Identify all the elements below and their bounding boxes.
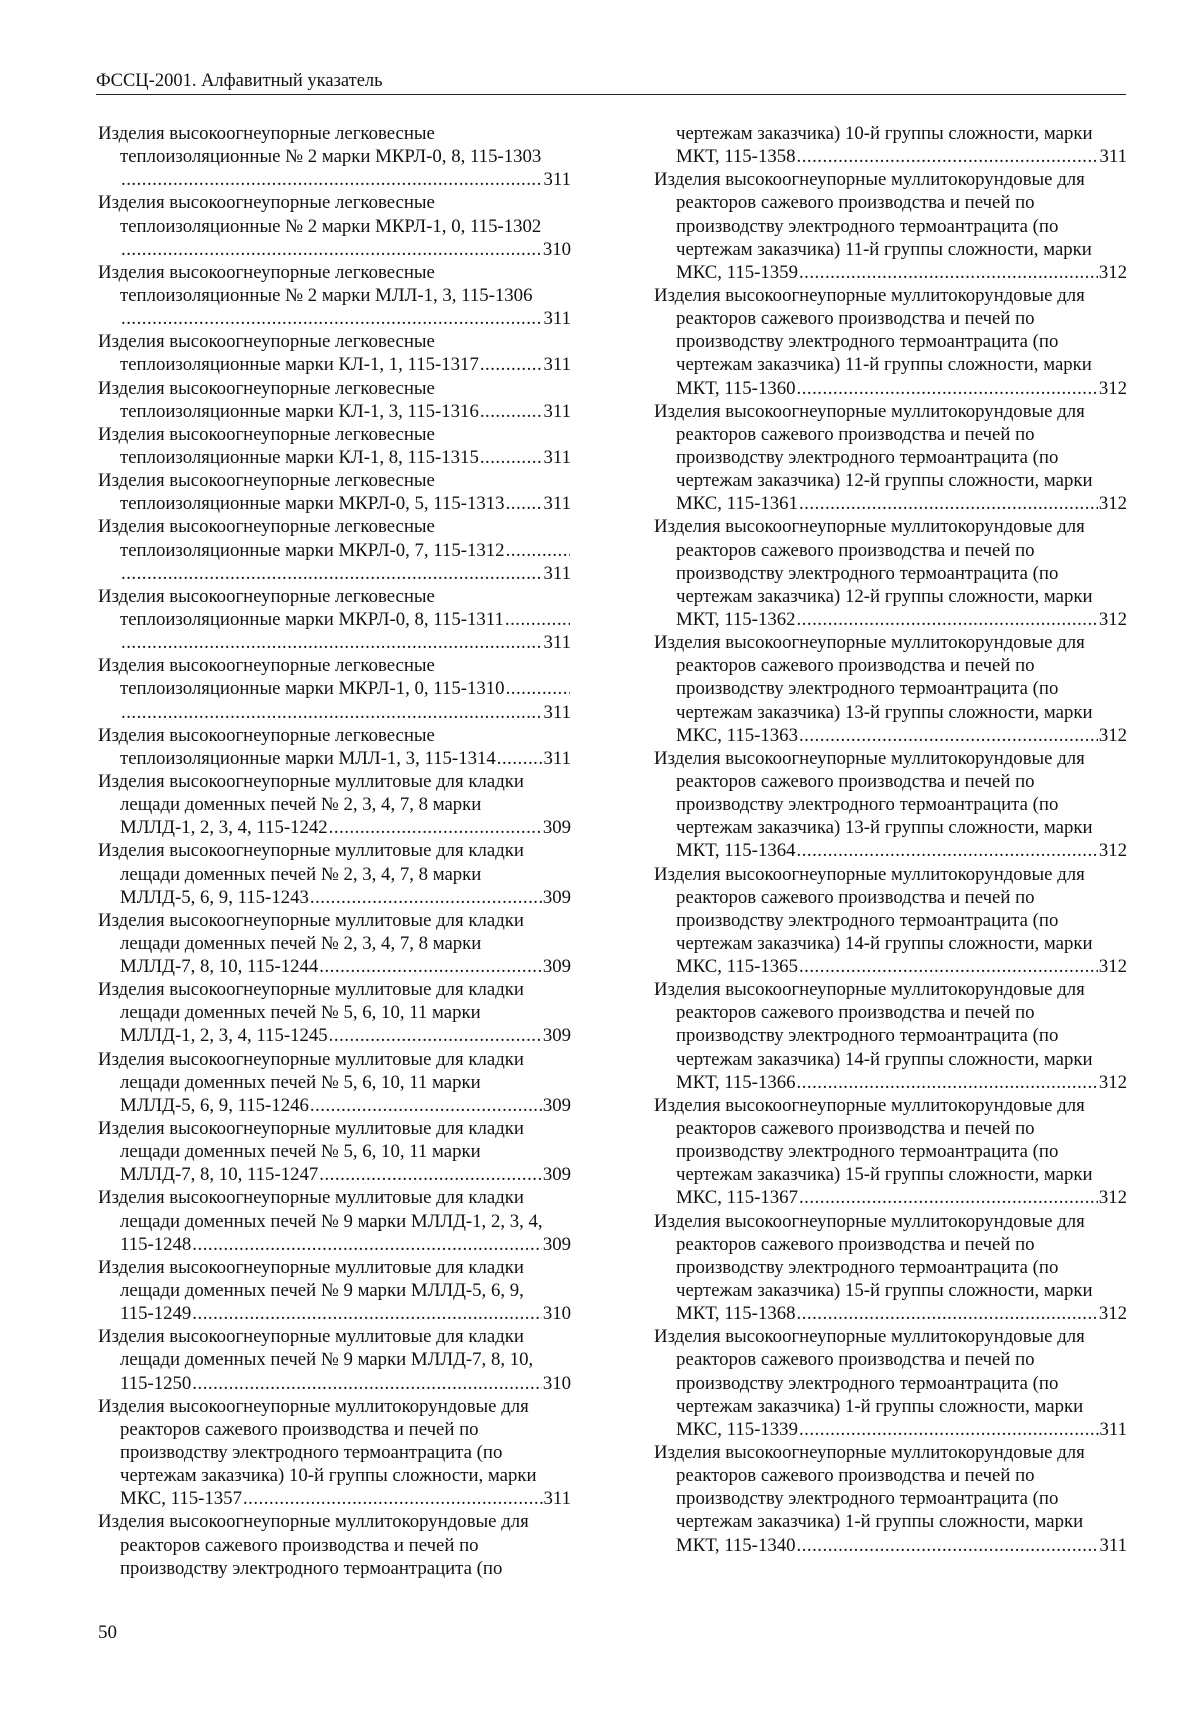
index-entry-continuation (654, 1418, 1127, 1441)
dot-leader (506, 539, 570, 562)
index-entry-heading: Изделия высокоогнеупорные легковесные (98, 655, 435, 677)
index-entry-continuation: чертежам заказчика) 1-й группы сложности, марки (676, 1395, 1084, 1417)
entry-page-ref: 311 (543, 747, 571, 769)
entry-page-ref: 312 (1098, 840, 1127, 862)
entry-text: МКС, 115-1365 (676, 956, 798, 978)
index-entry-continuation: производству электродного термоантрацита (по (676, 909, 1059, 931)
index-entry-continuation: производству электродного термоантрацита (по (676, 446, 1059, 468)
index-entry-heading: Изделия высокоогнеупорные муллитовые для кладки (98, 1326, 524, 1348)
index-entry-continuation: производству электродного термоантрацита (по (676, 331, 1059, 353)
dot-leader (121, 701, 543, 724)
index-entry-heading: Изделия высокоогнеупорные муллитокорундовые для (654, 1326, 1085, 1348)
entry-page-ref: 311 (543, 701, 571, 723)
entry-text: МКС, 115-1339 (676, 1418, 798, 1440)
entry-text: МКС, 115-1367 (676, 1187, 798, 1209)
index-entry-continuation (98, 1233, 571, 1256)
index-entry-continuation: чертежам заказчика) 13-й группы сложности, марки (676, 817, 1093, 839)
entry-text: теплоизоляционные марки МКРЛ-0, 5, 115-1313 (120, 493, 505, 515)
index-entry-continuation: производству электродного термоантрацита (по (676, 794, 1059, 816)
dot-leader (243, 1487, 543, 1510)
dot-leader (506, 492, 543, 515)
entry-text: теплоизоляционные марки КЛ-1, 3, 115-1316 (120, 400, 479, 422)
entry-page-ref: 312 (1098, 1071, 1127, 1093)
dot-leader (319, 1163, 542, 1186)
dot-leader (797, 608, 1098, 631)
entry-text: теплоизоляционные марки КЛ-1, 8, 115-1315 (120, 446, 479, 468)
dot-leader (121, 562, 543, 585)
entry-page-ref: 311 (543, 400, 571, 422)
entry-text: МКТ, 115-1358 (676, 146, 796, 168)
index-entry-heading: Изделия высокоогнеупорные муллитокорундовые для (98, 1511, 529, 1533)
dot-leader (799, 724, 1098, 747)
dot-leader (799, 261, 1098, 284)
entry-text: МКТ, 115-1340 (676, 1534, 796, 1556)
dot-leader (121, 168, 543, 191)
entry-text: МКТ, 115-1364 (676, 840, 796, 862)
index-entry-continuation (98, 400, 571, 423)
page-number: 50 (98, 1622, 117, 1643)
dot-leader (192, 1302, 542, 1325)
index-entry-continuation (654, 955, 1127, 978)
index-entry-heading: Изделия высокоогнеупорные муллитокорундовые для (654, 863, 1085, 885)
dot-leader (497, 747, 543, 770)
header-title: ФССЦ-2001. Алфавитный указатель (96, 71, 383, 91)
index-entry-continuation (98, 677, 571, 700)
index-entry-continuation: чертежам заказчика) 12-й группы сложности, марки (676, 585, 1093, 607)
index-entry-continuation (98, 886, 571, 909)
index-entry-continuation: реакторов сажевого производства и печей по (676, 886, 1035, 908)
entry-page-ref: 311 (1099, 1418, 1127, 1440)
entry-page-ref: 310 (542, 1372, 571, 1394)
index-entry-continuation (654, 1534, 1127, 1557)
entry-page-ref: 309 (542, 1233, 571, 1255)
index-entry-continuation: лещади доменных печей № 9 марки МЛЛД-5, 6, 9, (120, 1280, 524, 1302)
entry-page-ref: 309 (542, 886, 571, 908)
dot-leader (480, 446, 543, 469)
entry-text: МКТ, 115-1362 (676, 608, 796, 630)
entry-page-ref: 311 (1099, 146, 1127, 168)
index-entry-heading: Изделия высокоогнеупорные муллитовые для кладки (98, 1187, 524, 1209)
index-entry-continuation: реакторов сажевого производства и печей по (676, 1349, 1035, 1371)
entry-text: МЛЛД-7, 8, 10, 115-1247 (120, 1164, 319, 1186)
entry-text: МКС, 115-1361 (676, 493, 798, 515)
entry-text: МКТ, 115-1368 (676, 1303, 796, 1325)
index-entry-continuation: лещади доменных печей № 9 марки МЛЛД-7, 8, 10, (120, 1349, 534, 1371)
index-entry-heading: Изделия высокоогнеупорные муллитокорундовые для (654, 169, 1085, 191)
index-entry-continuation (98, 1372, 571, 1395)
index-entry-continuation: лещади доменных печей № 5, 6, 10, 11 марки (120, 1071, 481, 1093)
entry-text: 115-1250 (120, 1372, 192, 1394)
index-entry-continuation: производству электродного термоантрацита (по (676, 1372, 1059, 1394)
index-entry-heading: Изделия высокоогнеупорные муллитовые для кладки (98, 979, 524, 1001)
index-entry-continuation (654, 377, 1127, 400)
index-entry-continuation: лещади доменных печей № 5, 6, 10, 11 марки (120, 1141, 481, 1163)
index-entry-continuation: лещади доменных печей № 9 марки МЛЛД-1, 2, 3, 4, (120, 1210, 543, 1232)
index-entry-continuation: реакторов сажевого производства и печей по (676, 423, 1035, 445)
entry-text: МЛЛД-1, 2, 3, 4, 115-1242 (120, 817, 328, 839)
dot-leader (480, 400, 543, 423)
index-entry-continuation: теплоизоляционные № 2 марки МКРЛ-1, 0, 115-1302 (120, 215, 542, 237)
entry-text: МКТ, 115-1366 (676, 1071, 796, 1093)
dot-leader (121, 307, 543, 330)
index-entry-heading: Изделия высокоогнеупорные муллитокорундовые для (654, 1442, 1085, 1464)
entry-page-ref: 309 (542, 1025, 571, 1047)
index-entry-heading: Изделия высокоогнеупорные муллитокорундовые для (654, 1210, 1085, 1232)
index-entry-continuation: производству электродного термоантрацита (по (676, 1256, 1059, 1278)
index-entry-continuation (98, 701, 571, 724)
index-entry-continuation: лещади доменных печей № 2, 3, 4, 7, 8 марки (120, 863, 482, 885)
index-entry-continuation: лещади доменных печей № 2, 3, 4, 7, 8 марки (120, 794, 482, 816)
index-entry-continuation (654, 1071, 1127, 1094)
index-entry-heading: Изделия высокоогнеупорные муллитокорундовые для (654, 632, 1085, 654)
index-entry-heading: Изделия высокоогнеупорные легковесные (98, 123, 435, 144)
dot-leader (329, 1024, 542, 1047)
page-header (96, 70, 1126, 95)
entry-text: МЛЛД-5, 6, 9, 115-1246 (120, 1094, 309, 1116)
index-entry-continuation: чертежам заказчика) 10-й группы сложности, марки (120, 1465, 537, 1487)
index-entry-heading: Изделия высокоогнеупорные муллитовые для кладки (98, 770, 524, 792)
entry-page-ref: 311 (543, 632, 571, 654)
entry-page-ref: 311 (543, 308, 571, 330)
entry-text: теплоизоляционные марки МКРЛ-0, 7, 115-1312 (120, 539, 505, 561)
index-entry-heading: Изделия высокоогнеупорные легковесные (98, 470, 435, 492)
entry-page-ref: 310 (542, 238, 571, 260)
entry-page-ref: 311 (543, 562, 571, 584)
index-entry-continuation: реакторов сажевого производства и печей по (676, 1233, 1035, 1255)
index-entry-heading: Изделия высокоогнеупорные легковесные (98, 585, 435, 607)
index-entry-continuation: реакторов сажевого производства и печей по (676, 308, 1035, 330)
index-entry-continuation (98, 747, 571, 770)
index-entry-continuation: чертежам заказчика) 13-й группы сложности, марки (676, 701, 1093, 723)
index-entry-continuation (98, 631, 571, 654)
dot-leader (480, 353, 543, 376)
index-entry-continuation (98, 307, 571, 330)
index-column-left (98, 122, 571, 1580)
index-entry-continuation: чертежам заказчика) 1-й группы сложности, марки (676, 1511, 1084, 1533)
index-entry-continuation: реакторов сажевого производства и печей по (676, 1118, 1035, 1140)
entry-page-ref: 311 (543, 493, 571, 515)
index-entry-continuation: производству электродного термоантрацита (по (676, 562, 1059, 584)
index-entry-heading: Изделия высокоогнеупорные муллитокорундовые для (654, 516, 1085, 538)
dot-leader (310, 1094, 542, 1117)
entry-page-ref: 312 (1098, 724, 1127, 746)
entry-page-ref: 309 (542, 1164, 571, 1186)
entry-page-ref: 312 (1098, 261, 1127, 283)
index-entry-heading: Изделия высокоогнеупорные муллитокорундовые для (98, 1395, 529, 1417)
entry-text: 115-1249 (120, 1303, 192, 1325)
index-entry-continuation: реакторов сажевого производства и печей по (676, 1002, 1035, 1024)
index-entry-continuation (98, 539, 571, 562)
entry-text: теплоизоляционные марки МКРЛ-1, 0, 115-1310 (120, 678, 505, 700)
index-entry-continuation (654, 839, 1127, 862)
index-column-right (654, 122, 1127, 1557)
index-entry-continuation: реакторов сажевого производства и печей по (676, 1465, 1035, 1487)
index-entry-continuation: чертежам заказчика) 15-й группы сложности, марки (676, 1280, 1093, 1302)
index-entry-continuation (98, 492, 571, 515)
dot-leader (192, 1233, 542, 1256)
index-entry-heading: Изделия высокоогнеупорные легковесные (98, 724, 435, 746)
index-entry-heading: Изделия высокоогнеупорные муллитокорундовые для (654, 400, 1085, 422)
index-entry-heading: Изделия высокоогнеупорные муллитокорундовые для (654, 747, 1085, 769)
index-entry-continuation: реакторов сажевого производства и печей по (676, 770, 1035, 792)
entry-text: МКТ, 115-1360 (676, 377, 796, 399)
index-entry-continuation (98, 955, 571, 978)
entry-page-ref: 312 (1098, 493, 1127, 515)
index-entry-heading: Изделия высокоогнеупорные легковесные (98, 423, 435, 445)
index-entry-continuation (654, 1186, 1127, 1209)
index-entry-heading: Изделия высокоогнеупорные муллитокорундовые для (654, 1094, 1085, 1116)
index-entry-continuation: чертежам заказчика) 15-й группы сложности, марки (676, 1164, 1093, 1186)
index-entry-heading: Изделия высокоогнеупорные муллитокорундовые для (654, 284, 1085, 306)
dot-leader (310, 886, 542, 909)
index-entry-continuation (654, 608, 1127, 631)
entry-page-ref: 312 (1098, 956, 1127, 978)
entry-text: 115-1248 (120, 1233, 192, 1255)
index-entry-continuation: чертежам заказчика) 14-й группы сложности, марки (676, 1048, 1093, 1070)
dot-leader (121, 631, 543, 654)
dot-leader (799, 1186, 1098, 1209)
entry-page-ref: 309 (542, 1094, 571, 1116)
dot-leader (799, 1418, 1099, 1441)
entry-text: теплоизоляционные марки КЛ-1, 1, 115-1317 (120, 354, 479, 376)
index-entry-heading: Изделия высокоогнеупорные муллитовые для кладки (98, 1118, 524, 1140)
dot-leader (192, 1372, 542, 1395)
index-entry-continuation (98, 816, 571, 839)
entry-page-ref: 311 (543, 354, 571, 376)
index-entry-heading: Изделия высокоогнеупорные муллитовые для кладки (98, 909, 524, 931)
dot-leader (319, 955, 542, 978)
entry-page-ref: 311 (543, 1488, 571, 1510)
entry-text: МЛЛД-7, 8, 10, 115-1244 (120, 956, 319, 978)
entry-text: МКС, 115-1363 (676, 724, 798, 746)
index-entry-continuation: производству электродного термоантрацита (по (676, 1025, 1059, 1047)
index-entry-continuation: реакторов сажевого производства и печей по (120, 1418, 479, 1440)
dot-leader (797, 1302, 1098, 1325)
entry-page-ref: 311 (543, 446, 571, 468)
index-entry-continuation: чертежам заказчика) 11-й группы сложности, марки (676, 238, 1092, 260)
index-entry-heading: Изделия высокоогнеупорные легковесные (98, 516, 435, 538)
index-entry-heading: Изделия высокоогнеупорные легковесные (98, 261, 435, 283)
index-entry-continuation: производству электродного термоантрацита (по (676, 678, 1059, 700)
index-entry-continuation: производству электродного термоантрацита (по (676, 215, 1059, 237)
index-entry-continuation (98, 608, 571, 631)
dot-leader (797, 1534, 1099, 1557)
entry-page-ref: 312 (1098, 377, 1127, 399)
index-entry-continuation (98, 446, 571, 469)
dot-leader (797, 1071, 1098, 1094)
entry-page-ref: 310 (542, 1303, 571, 1325)
entry-page-ref: 309 (542, 817, 571, 839)
index-entry-continuation: реакторов сажевого производства и печей по (676, 192, 1035, 214)
dot-leader (121, 238, 542, 261)
index-entry-continuation: чертежам заказчика) 11-й группы сложности, марки (676, 354, 1092, 376)
entry-page-ref: 312 (1098, 1187, 1127, 1209)
index-entry-continuation (98, 238, 571, 261)
entry-page-ref: 309 (542, 956, 571, 978)
index-entry-continuation (654, 1302, 1127, 1325)
index-entry-continuation (98, 1024, 571, 1047)
index-entry-heading: Изделия высокоогнеупорные легковесные (98, 377, 435, 399)
dot-leader (797, 145, 1099, 168)
index-entry-continuation: лещади доменных печей № 5, 6, 10, 11 марки (120, 1002, 481, 1024)
index-entry-continuation: производству электродного термоантрацита (по (120, 1557, 503, 1579)
entry-text: теплоизоляционные марки МЛЛ-1, 3, 115-1314 (120, 747, 496, 769)
dot-leader (799, 492, 1098, 515)
index-entry-continuation: лещади доменных печей № 2, 3, 4, 7, 8 марки (120, 932, 482, 954)
index-entry-heading: Изделия высокоогнеупорные легковесные (98, 331, 435, 353)
dot-leader (799, 955, 1098, 978)
index-entry-heading: Изделия высокоогнеупорные муллитовые для кладки (98, 1256, 524, 1278)
index-entry-continuation: теплоизоляционные № 2 марки МЛЛ-1, 3, 115-1306 (120, 284, 533, 306)
index-entry-continuation (98, 562, 571, 585)
entry-text: МКС, 115-1359 (676, 261, 798, 283)
dot-leader (797, 839, 1098, 862)
index-entry-continuation: производству электродного термоантрацита (по (676, 1141, 1059, 1163)
entry-page-ref: 312 (1098, 1303, 1127, 1325)
index-entry-heading: Изделия высокоогнеупорные легковесные (98, 192, 435, 214)
index-entry-continuation (98, 353, 571, 376)
index-entry-continuation (654, 261, 1127, 284)
index-entry-continuation (98, 168, 571, 191)
index-entry-continuation (98, 1163, 571, 1186)
entry-text: теплоизоляционные марки МКРЛ-0, 8, 115-1311 (120, 608, 504, 630)
index-entry-continuation: производству электродного термоантрацита (по (676, 1488, 1059, 1510)
index-entry-continuation (654, 145, 1127, 168)
index-entry-continuation (654, 724, 1127, 747)
entry-page-ref: 311 (1099, 1534, 1127, 1556)
entry-page-ref: 312 (1098, 608, 1127, 630)
index-entry-continuation (98, 1302, 571, 1325)
index-entry-continuation: чертежам заказчика) 12-й группы сложности, марки (676, 470, 1093, 492)
dot-leader (505, 608, 570, 631)
dot-leader (506, 677, 570, 700)
index-entry-heading: Изделия высокоогнеупорные муллитовые для кладки (98, 1048, 524, 1070)
index-entry-continuation (98, 1094, 571, 1117)
entry-text: МКС, 115-1357 (120, 1488, 242, 1510)
index-entry-continuation: реакторов сажевого производства и печей по (676, 655, 1035, 677)
index-entry-heading: Изделия высокоогнеупорные муллитокорундовые для (654, 979, 1085, 1001)
dot-leader (329, 816, 542, 839)
index-entry-continuation (98, 1487, 571, 1510)
index-entry-heading: Изделия высокоогнеупорные муллитовые для кладки (98, 840, 524, 862)
index-entry-continuation: чертежам заказчика) 10-й группы сложности, марки (676, 123, 1093, 144)
index-entry-continuation: производству электродного термоантрацита (по (120, 1442, 503, 1464)
entry-text: МЛЛД-1, 2, 3, 4, 115-1245 (120, 1025, 328, 1047)
index-entry-continuation: реакторов сажевого производства и печей по (120, 1534, 479, 1556)
index-entry-continuation: теплоизоляционные № 2 марки МКРЛ-0, 8, 115-1303 (120, 146, 542, 168)
index-entry-continuation: реакторов сажевого производства и печей по (676, 539, 1035, 561)
index-entry-continuation: чертежам заказчика) 14-й группы сложности, марки (676, 932, 1093, 954)
dot-leader (797, 377, 1098, 400)
entry-text: МЛЛД-5, 6, 9, 115-1243 (120, 886, 309, 908)
index-entry-continuation (654, 492, 1127, 515)
entry-page-ref: 311 (543, 169, 571, 191)
